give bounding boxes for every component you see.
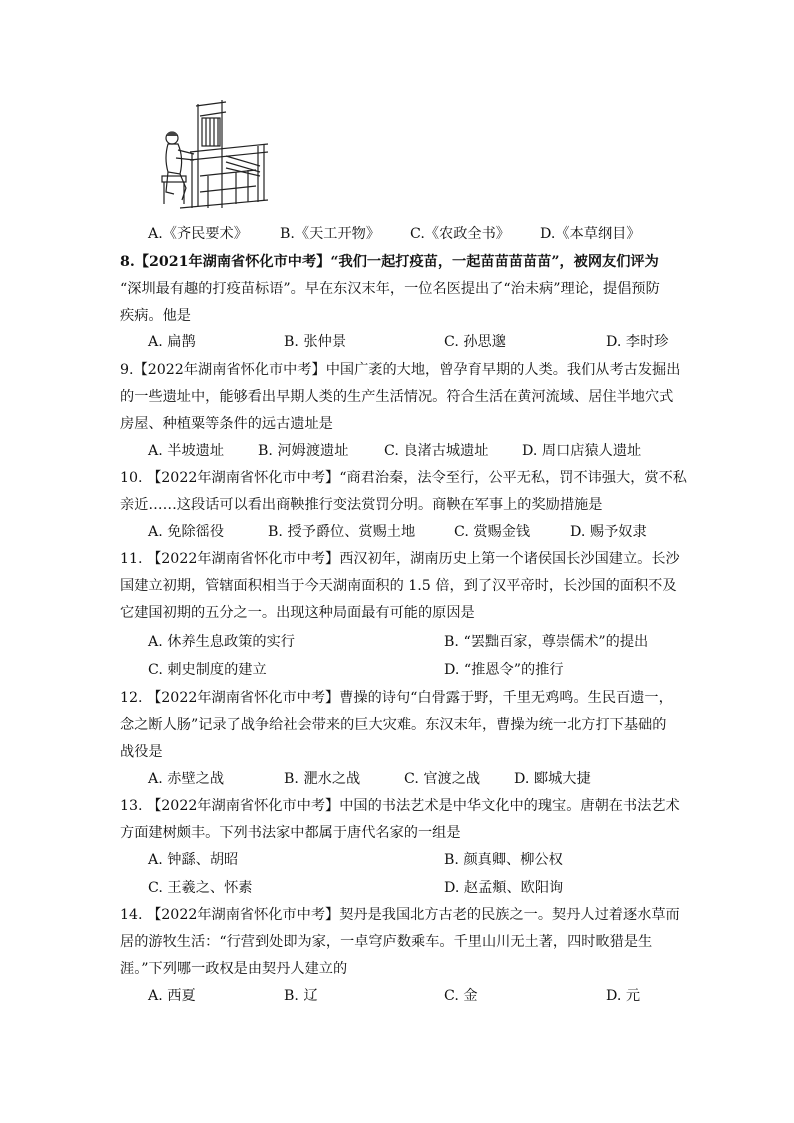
q13-stem-line-1: 13. 【2022年湖南省怀化市中考】中国的书法艺术是中华文化中的瑰宝。唐朝在书法艺术 (120, 798, 680, 814)
q9-option-d[interactable]: D. 周口店猿人遗址 (522, 443, 642, 459)
q14-option-c[interactable]: C. 金 (444, 988, 478, 1004)
q10-option-c[interactable]: C. 赏赐金钱 (454, 524, 531, 540)
q11-stem-line-3: 它建国初期的五分之一。出现这种局面最有可能的原因是 (120, 605, 475, 621)
q13-stem-line-2: 方面建树颇丰。下列书法家中都属于唐代名家的一组是 (120, 825, 461, 841)
q8-stem-line-2: “深圳最有趣的打疫苗标语”。早在东汉末年，一位名医提出了“治未病”理论，提倡预防 (120, 281, 660, 297)
q12-option-d[interactable]: D. 郾城大捷 (514, 771, 591, 787)
q14-stem-line-3: 涯。”下列哪一政权是由契丹人建立的 (120, 961, 348, 977)
q9-option-c[interactable]: C. 良渚古城遗址 (384, 443, 489, 459)
q8-option-d[interactable]: D. 李时珍 (606, 334, 669, 350)
q9-stem-line-1: 9.【2022年湖南省怀化市中考】中国广袤的大地，曾孕育早期的人类。我们从考古发掘出 (120, 362, 681, 378)
q10-option-b[interactable]: B. 授予爵位、赏赐土地 (268, 524, 416, 540)
q11-option-b[interactable]: B. “罢黜百家，尊崇儒术”的提出 (444, 634, 649, 650)
q9-stem-line-2: 的一些遗址中，能够看出早期人类的生产生活情况。符合生活在黄河流域、居住半地穴式 (120, 389, 674, 405)
q7-option-b[interactable]: B.《天工开物》 (280, 226, 381, 242)
q8-option-c[interactable]: C. 孙思邈 (444, 334, 506, 350)
q13-option-d[interactable]: D. 赵孟頫、欧阳询 (444, 880, 564, 896)
q11-stem-line-1: 11. 【2022年湖南省怀化市中考】西汉初年，湖南历史上第一个诸侯国长沙国建立。长沙 (120, 551, 680, 567)
q9-stem-line-3: 房屋、种植粟等条件的远古遗址是 (120, 416, 333, 432)
q14-option-d[interactable]: D. 元 (606, 988, 641, 1004)
q12-stem-line-1: 12. 【2022年湖南省怀化市中考】曹操的诗句“白骨露于野，千里无鸡鸣。生民百遗一， (120, 690, 673, 706)
q13-option-c[interactable]: C. 王羲之、怀素 (148, 880, 253, 896)
q12-option-c[interactable]: C. 官渡之战 (404, 771, 481, 787)
q7-option-a[interactable]: A.《齐民要术》 (148, 226, 248, 242)
q7-option-d[interactable]: D.《本草纲目》 (540, 226, 641, 242)
q13-option-a[interactable]: A. 钟繇、胡昭 (148, 852, 239, 868)
q8-stem-line-3: 疾病。他是 (120, 308, 191, 324)
q14-option-b[interactable]: B. 辽 (284, 988, 318, 1004)
q8-option-a[interactable]: A. 扁鹊 (148, 334, 196, 350)
q12-stem-line-2: 念之断人肠”记录了战争给社会带来的巨大灾难。东汉末年，曹操为统一北方打下基础的 (120, 717, 667, 733)
q11-stem-line-2: 国建立初期，管辖面积相当于今天湖南面积的 1.5 倍，到了汉平帝时，长沙国的面积不及 (120, 578, 677, 594)
q11-option-c[interactable]: C. 刺史制度的建立 (148, 662, 267, 678)
q9-option-b[interactable]: B. 河姆渡遗址 (258, 443, 349, 459)
q12-stem-line-3: 战役是 (120, 744, 163, 760)
q14-stem-line-2: 居的游牧生活：“行营到处即为家，一卓穹庐数乘车。千里山川无土著，四时畋猎是生 (120, 934, 653, 950)
q10-stem-line-1: 10. 【2022年湖南省怀化市中考】“商君治秦，法令至行，公平无私，罚不讳强大，赏不私 (120, 470, 687, 486)
q11-option-a[interactable]: A. 休养生息政策的实行 (148, 634, 295, 650)
q8-stem-line-1: 8.【2021年湖南省怀化市中考】“我们一起打疫苗，一起苗苗苗苗苗”，被网友们评为 (120, 254, 659, 270)
q8-option-b[interactable]: B. 张仲景 (284, 334, 347, 350)
q14-stem-line-1: 14. 【2022年湖南省怀化市中考】契丹是我国北方古老的民族之一。契丹人过着逐水草而 (120, 907, 680, 923)
q12-option-a[interactable]: A. 赤壁之战 (148, 771, 225, 787)
q13-option-b[interactable]: B. 颜真卿、柳公权 (444, 852, 563, 868)
q10-option-d[interactable]: D. 赐予奴隶 (570, 524, 647, 540)
q11-option-d[interactable]: D. “推恩令”的推行 (444, 662, 564, 678)
q7-option-c[interactable]: C.《农政全书》 (410, 226, 510, 242)
q10-stem-line-2: 亲近……这段话可以看出商鞅推行变法赏罚分明。商鞅在军事上的奖励措施是 (120, 497, 603, 513)
loom-weaving-illustration (160, 96, 272, 214)
q10-option-a[interactable]: A. 免除徭役 (148, 524, 225, 540)
q9-option-a[interactable]: A. 半坡遗址 (148, 443, 225, 459)
q14-option-a[interactable]: A. 西夏 (148, 988, 196, 1004)
q12-option-b[interactable]: B. 淝水之战 (284, 771, 361, 787)
